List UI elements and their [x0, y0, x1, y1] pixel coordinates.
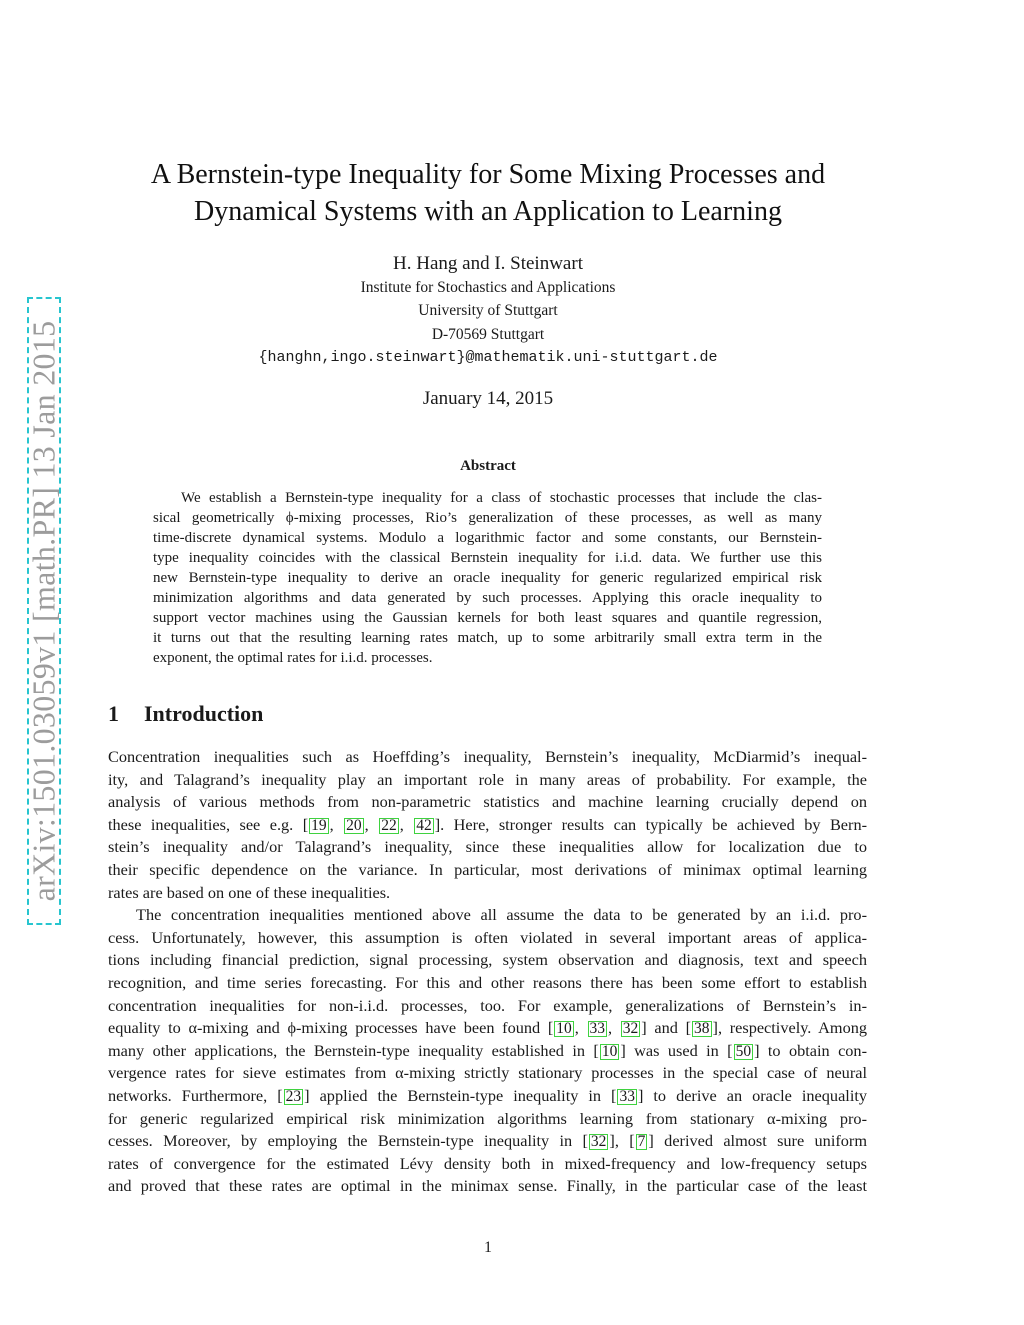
citation-link[interactable]: 50: [735, 1042, 752, 1060]
citation-link[interactable]: 7: [637, 1133, 646, 1151]
abstract-heading: Abstract: [460, 458, 516, 474]
paragraph-line: stein’s inequality and/or Talagrand’s inequality, since these inequalities allow for localization due to: [108, 837, 867, 857]
section-number: 1: [108, 701, 119, 726]
paragraph-line: for generic regularized empirical risk minimization algorithms learning from stationary α-mixing pro-: [108, 1108, 867, 1128]
paragraph-line: Concentration inequalities such as Hoeffding’s inequality, Bernstein’s inequality, McDiarmid’s inequal-: [108, 747, 867, 766]
title-line: A Bernstein-type Inequality for Some Mixing Processes and: [150, 159, 826, 190]
arxiv-stamp: [27, 297, 61, 925]
author-email: {hanghn,ingo.steinwart}@mathematik.uni-stuttgart.de: [258, 349, 718, 366]
paragraph-line: cesses. Moreover, by employing the Bernstein-type inequality in [ 32 ], [ 7 ] derived almost sure uniform: [108, 1131, 867, 1151]
abstract-line: time-discrete dynamical systems. Modulo a logarithmic factor and some constants, our Bernstein-: [153, 530, 822, 546]
paragraph-line: recognition, and time series forecasting. For this and other reasons there has been some effort to establish: [108, 972, 867, 992]
abstract-line: minimization algorithms and data generated by such processes. Applying this oracle inequality to: [153, 590, 822, 606]
paragraph-line: The concentration inequalities mentioned above all assume the data to be generated by an i.i.d. pro-: [136, 905, 867, 925]
title-line: Dynamical Systems with an Application to Learning: [194, 196, 782, 227]
citation-link[interactable]: 33: [619, 1087, 635, 1105]
citation-link[interactable]: 23: [285, 1087, 302, 1105]
paragraph-line: rates of convergence for the estimated Lévy density both in mixed-frequency and low-frequency setups: [108, 1153, 867, 1173]
citation-link[interactable]: 32: [622, 1020, 639, 1038]
paper-date: January 14, 2015: [422, 388, 554, 409]
affiliation-institute: Institute for Stochastics and Applications: [360, 279, 616, 296]
citation-link[interactable]: 38: [694, 1020, 710, 1038]
abstract-body: [153, 488, 822, 668]
paragraph-line: concentration inequalities for non-i.i.d. processes, too. For example, generalizations of Bernstein’s in-: [108, 995, 867, 1015]
paragraph-line: rates are based on one of these inequalities.: [108, 882, 391, 902]
abstract-line: support vector machines using the Gaussian kernels for both least squares and quantile regression,: [153, 610, 822, 626]
abstract-line: new Bernstein-type inequality to derive an oracle inequality for generic regularized empirical risk: [153, 570, 822, 586]
citation-link[interactable]: 19: [311, 816, 327, 834]
paragraph-line: networks. Furthermore, [ 23 ] applied the Bernstein-type inequality in [ 33 ] to derive an oracle inequality: [108, 1085, 867, 1105]
abstract-line: it turns out that the resulting learning rates match, up to some arbitrarily small extra term in the: [153, 630, 822, 646]
page-number: 1: [484, 1239, 492, 1256]
paragraph-line: cess. Unfortunately, however, this assumption is often violated in several important areas of applica-: [108, 927, 867, 947]
paragraph-line: their specific dependence on the variance. In particular, most derivations of minimax optimal learning: [108, 859, 867, 879]
paragraph-line: analysis of various methods from non-parametric statistics and machine learning crucially depend on: [108, 792, 867, 812]
citation-link[interactable]: 10: [556, 1020, 572, 1038]
paragraph-line: many other applications, the Bernstein-type inequality established in [ 10 ] was used in [ 50 ] to obtain con-: [108, 1040, 867, 1060]
abstract-line: We establish a Bernstein-type inequality for a class of stochastic processes that include the clas-: [181, 490, 822, 506]
paper-title: [120, 156, 856, 230]
citation-link[interactable]: 20: [346, 816, 362, 834]
paragraph-line: these inequalities, see e.g. [ 19 , 20 , 22 , 42 ]. Here, stronger results can typically be achieved by Bern-: [108, 814, 867, 834]
introduction-body: [108, 746, 867, 1198]
paragraph-line: and proved that these rates are optimal in the minimax sense. Finally, in the particular case of the least: [108, 1176, 867, 1196]
abstract-line: type inequality coincides with the classical Bernstein inequality for i.i.d. data. We further use this: [153, 550, 822, 566]
authors: H. Hang and I. Steinwart: [393, 253, 583, 274]
citation-link[interactable]: 22: [381, 816, 397, 834]
citation-link[interactable]: 42: [416, 816, 432, 834]
citation-link[interactable]: 10: [601, 1042, 618, 1060]
section-title: Introduction: [144, 701, 264, 726]
paragraph-line: equality to α-mixing and ϕ-mixing processes have been found [ 10 , 33 , 32 ] and [ 38 ], respectively. Among: [108, 1018, 867, 1038]
section-heading: [108, 701, 263, 727]
abstract-line: exponent, the optimal rates for i.i.d. processes.: [153, 650, 433, 666]
paragraph-line: ity, and Talagrand’s inequality play an important role in many areas of probability. For example, the: [108, 769, 867, 789]
paragraph-line: vergence rates for sieve estimates from α-mixing strictly stationary processes in the special case of neural: [108, 1063, 867, 1083]
affiliation-university: University of Stuttgart: [418, 302, 558, 319]
abstract-line: sical geometrically ϕ-mixing processes, Rio’s generalization of these processes, as well as many: [153, 510, 822, 526]
citation-link[interactable]: 33: [589, 1020, 606, 1038]
arxiv-identifier[interactable]: arXiv:1501.03059v1 [math.PR] 13 Jan 2015: [25, 320, 62, 902]
paragraph-line: tions including financial prediction, signal processing, system observation and diagnosis, text and speech: [108, 950, 867, 970]
citation-link[interactable]: 32: [590, 1133, 607, 1151]
affiliation-city: D-70569 Stuttgart: [431, 326, 545, 343]
